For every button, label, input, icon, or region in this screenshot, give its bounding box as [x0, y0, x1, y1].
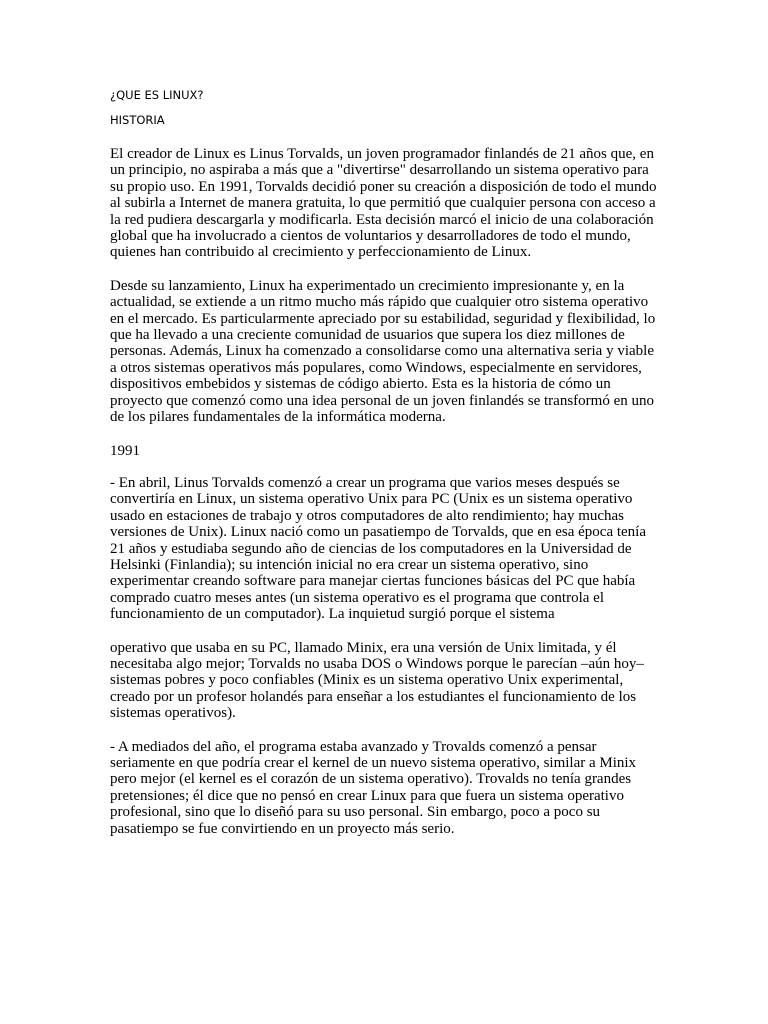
- paragraph-4: operativo que usaba en su PC, llamado Minix, era una versión de Unix limitada, y él necesitaba algo mejor; Torvalds no usaba DOS o Windows porque le parecían –aún hoy– sistemas pobres y poco confiables (Minix es un sistema operativo Unix experimental, creado por un profesor holandés para enseñar a los estudiantes el funcionamiento de los sistemas operativos).: [110, 639, 644, 722]
- year-heading: 1991: [110, 442, 140, 459]
- document-subtitle: HISTORIA: [110, 113, 165, 127]
- paragraph-5: - A mediados del año, el programa estaba avanzado y Trovalds comenzó a pensar seriamente en que podría crear el kernel de un nuevo sistema operativo, similar a Minix pero mejor (el kernel es el corazón de un sistema operativo). Trovalds no tenía grandes pretensiones; él dice que no pensó en crear Linux para que fuera un sistema operativo profesional, sino que lo diseñó para su uso personal. Sin embargo, poco a poco su pasatiempo se fue convirtiendo en un proyecto más serio.: [110, 738, 637, 837]
- paragraph-1: El creador de Linux es Linus Torvalds, un joven programador finlandés de 21 años que, en un principio, no aspiraba a más que a "divertirse" desarrollando un sistema operativo para su propio uso. En 1991, Torvalds decidió poner su creación a disposición de todo el mundo al subirla a Internet de manera gratuita, lo que permitió que cualquier persona con acceso a la red pudiera descargarla y modificarla. Esta decisión marcó el inicio de una colaboración global que ha involucrado a cientos de voluntarios y desarrolladores de todo el mundo, quienes han contribuido al crecimiento y perfeccionamiento de Linux.: [110, 146, 657, 261]
- paragraph-2: Desde su lanzamiento, Linux ha experimentado un crecimiento impresionante y, en la actualidad, se extiende a un ritmo mucho más rápido que cualquier otro sistema operativo en el mercado. Es particularmente apreciado por su estabilidad, seguridad y flexibilidad, lo que ha llevado a una creciente comunidad de usuarios que supera los diez millones de personas. Además, Linux ha comenzado a consolidarse como una alternativa seria y viable a otros sistemas operativos más populares, como Windows, especialmente en servidores, dispositivos embebidos y sistemas de código abierto. Esta es la historia de cómo un proyecto que comenzó como una idea personal de un joven finlandés se transformó en uno de los pilares fundamentales de la informática moderna.: [110, 277, 656, 426]
- paragraph-3: - En abril, Linus Torvalds comenzó a crear un programa que varios meses después se convertiría en Linux, un sistema operativo Unix para PC (Unix es un sistema operativo usado en estaciones de trabajo y otros computadores de alto rendimiento; hay muchas versiones de Unix). Linux nació como un pasatiempo de Torvalds, que en esa época tenía 21 años y estudiaba segundo año de ciencias de los computadores en la Universidad de Helsinki (Finlandia); su intención inicial no era crear un sistema operativo, sino experimentar creando software para manejar ciertas funciones básicas del PC que había comprado cuatro meses antes (un sistema operativo es el programa que controla el funcionamiento de un computador). La inquietud surgió porque el sistema: [110, 474, 647, 623]
- document-page: [110, 88, 658, 854]
- document-title: ¿QUE ES LINUX?: [110, 88, 204, 102]
